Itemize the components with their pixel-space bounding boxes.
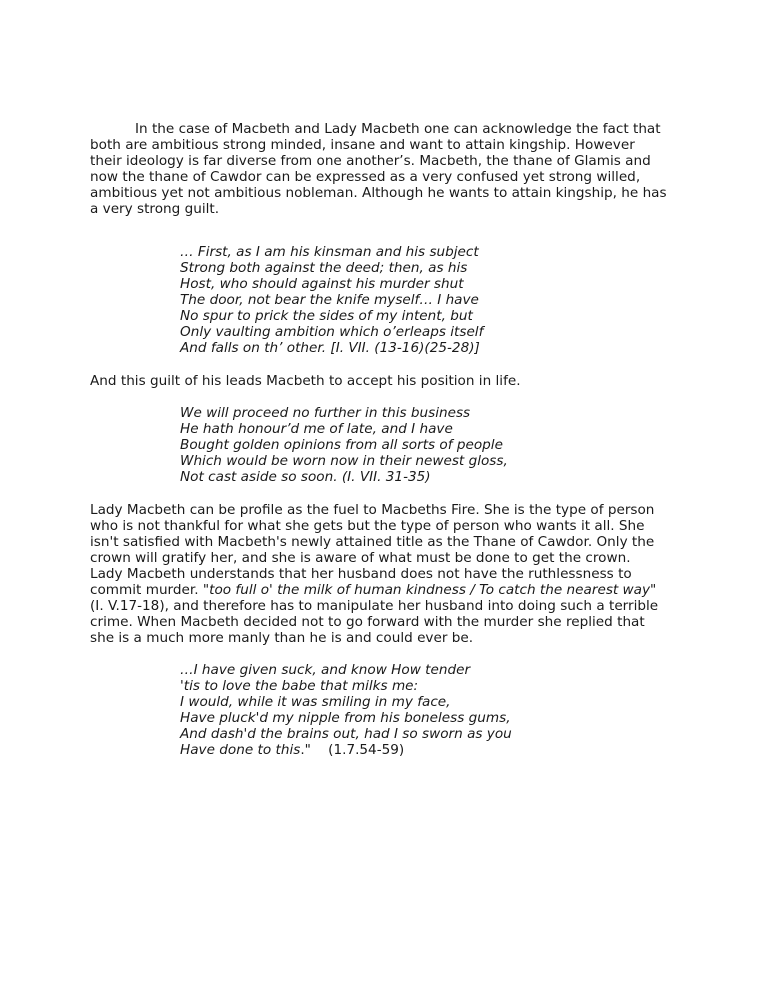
quote-line-citation	[180, 742, 512, 758]
text-line: Lady Macbeth understands that her husband does not have the ruthlessness to	[90, 566, 632, 582]
quote-line: He hath honour’d me of late, and I have	[180, 421, 453, 437]
quote-line: Have pluck'd my nipple from his boneless gums,	[180, 710, 511, 726]
text-line: ambitious yet not ambitious nobleman. Although he wants to attain kingship, he has	[90, 185, 667, 201]
text-line: she is a much more manly than he is and could ever be.	[90, 630, 474, 646]
text-line: a very strong guilt.	[90, 201, 220, 217]
quote-line: Bought golden opinions from all sorts of people	[180, 437, 503, 453]
block-quote-3	[180, 662, 512, 758]
citation: ." (1.7.54-59)	[300, 742, 405, 758]
text-line: (I. V.17-18), and therefore has to manipulate her husband into doing such a terrible	[90, 598, 659, 614]
quote-line: …I have given suck, and know How tender	[180, 662, 471, 678]
paragraph-lady-macbeth	[90, 502, 690, 646]
text-line: And this guilt of his leads Macbeth to accept his position in life.	[90, 373, 521, 389]
text-segment: commit murder. "	[90, 582, 210, 598]
text-line: their ideology is far diverse from one another’s. Macbeth, the thane of Glamis and	[90, 153, 651, 169]
text-line: isn't satisfied with Macbeth's newly attained title as the Thane of Cawdor. Only the	[90, 534, 655, 550]
quote-line: No spur to prick the sides of my intent, but	[180, 308, 473, 324]
text-line: crime. When Macbeth decided not to go forward with the murder she replied that	[90, 614, 645, 630]
quote-line: And dash'd the brains out, had I so sworn as you	[180, 726, 512, 742]
quote-line: We will proceed no further in this business	[180, 405, 471, 421]
quote-line: Which would be worn now in their newest gloss,	[180, 453, 508, 469]
text-line: Lady Macbeth can be profile as the fuel to Macbeths Fire. She is the type of person	[90, 502, 655, 518]
quote-line: … First, as I am his kinsman and his subject	[180, 244, 479, 260]
text-line: crown will gratify her, and she is aware of what must be done to get the crown.	[90, 550, 631, 566]
quote-line: I would, while it was smiling in my face,	[180, 694, 451, 710]
quote-line: Host, who should against his murder shut	[180, 276, 464, 292]
quote-line: Not cast aside so soon. (I. VII. 31-35)	[180, 469, 431, 485]
inline-quote: too full o' the milk of human kindness / To catch the nearest way	[209, 582, 651, 598]
text-line: now the thane of Cawdor can be expressed as a very confused yet strong willed,	[90, 169, 641, 185]
quote-line: Strong both against the deed; then, as his	[180, 260, 468, 276]
paragraph-intro	[90, 121, 690, 217]
quote-line: Only vaulting ambition which o’erleaps itself	[180, 324, 484, 340]
quote-line: 'tis to love the babe that milks me:	[180, 678, 419, 694]
block-quote-1	[180, 244, 483, 356]
quote-line: The door, not bear the knife myself… I have	[180, 292, 479, 308]
quote-line: And falls on th’ other. [I. VII. (13-16)(25-28)]	[180, 340, 480, 356]
text-line: who is not thankful for what she gets but the type of person who wants it all. She	[90, 518, 645, 534]
text-line: both are ambitious strong minded, insane and want to attain kingship. However	[90, 137, 635, 153]
text-line: In the case of Macbeth and Lady Macbeth one can acknowledge the fact that	[135, 121, 661, 137]
text-segment: "	[650, 582, 657, 598]
text-line-with-quote	[90, 582, 690, 598]
paragraph-guilt	[90, 373, 690, 389]
block-quote-2	[180, 405, 508, 485]
quote-segment: Have done to this	[180, 742, 301, 758]
